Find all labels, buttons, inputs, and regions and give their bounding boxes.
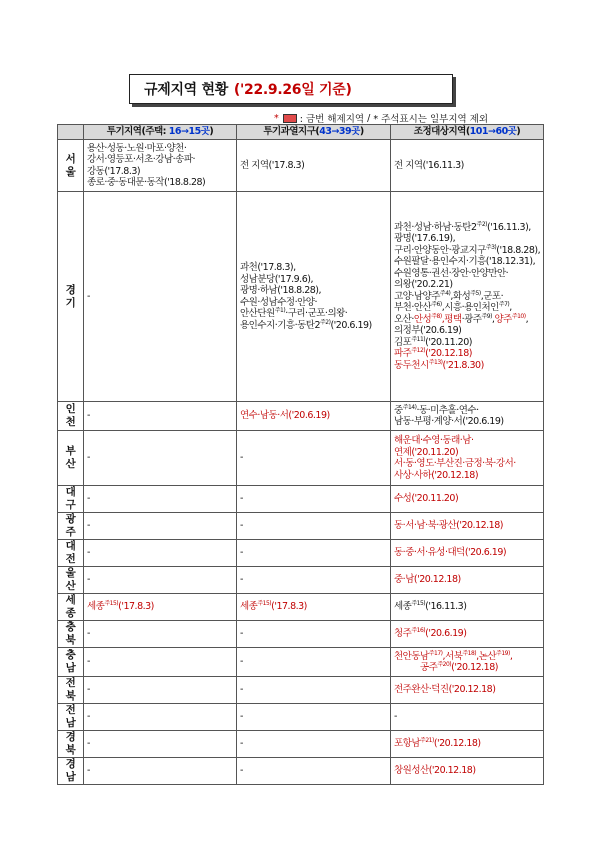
regulation-table (57, 124, 544, 785)
cell-daegu-speculation: - (84, 486, 237, 513)
title-date: ('22.9.26일 기준) (233, 82, 352, 98)
region-gwangju: 광주 (58, 513, 84, 540)
region-gyeonggi: 경기 (58, 192, 84, 402)
legend-red-label: : 금번 해제지역 (299, 114, 365, 125)
cell-seoul-speculation: 용산·성동·노원·마포·양천· 강서·영등포·서초·강남·송파· 강동('17.8.3) 종로·중·동대문·동작('18.8.28) (84, 140, 237, 192)
table-header-row (58, 125, 544, 140)
table-row (58, 431, 544, 486)
cell-ulsan-overheated: - (237, 567, 391, 594)
cell-busan-adjustment: 해운대·수영·동래·남· 연제('20.11.20) 서·동·영도·부산진·금정·북·강서· 사상·사하('20.12.18) (391, 431, 544, 486)
cell-chungbuk-speculation: - (84, 621, 237, 648)
cell-daegu-overheated: - (237, 486, 391, 513)
red-swatch-icon (283, 114, 297, 123)
table-row (58, 540, 544, 567)
cell-gyeongbuk-adjustment: 포항남$^{주21)}$('20.12.18) (391, 731, 544, 758)
region-gyeongnam: 경남 (58, 758, 84, 785)
table-row (58, 402, 544, 431)
table-row (58, 192, 544, 402)
cell-gyeonggi-adjustment: 과천·성남·하남·동탄$2^{주2)}('16.11.3)$, 광명('17.6.19), 구리·안양동안·광교지구$^{주3)}$('18.8.28), 수원팔달·용인수지·기흥('18.12.31), 수원영통·권선·장안·안양만안· 의왕('20.2.21) 고양·남양주$^{주4)}$,화성$^{주5)}$,군포· 부천·안산$^{주6)}$,시흥·용인처인$^{주7)}$, 오산·안성$^{주8)}$,평택·광주$^{주9)}$,양주$^{주10)}$, 의정부('20.6.19) 김포$^{주11)}$('20.11.20) 파주$^{주12)}$('20.12.18) 동두천시$^{주13)}$('21.8.30) (391, 192, 544, 402)
cell-busan-speculation: - (84, 431, 237, 486)
header-corner (58, 125, 84, 140)
cell-jeonbuk-overheated: - (237, 677, 391, 704)
table-row (58, 704, 544, 731)
cell-gwangju-overheated: - (237, 513, 391, 540)
cell-incheon-speculation: - (84, 402, 237, 431)
table-row (58, 621, 544, 648)
cell-jeonnam-overheated: - (237, 704, 391, 731)
cell-sejong-adjustment: 세종$^{주15)}$('16.11.3) (391, 594, 544, 621)
region-jeonnam: 전남 (58, 704, 84, 731)
cell-chungbuk-adjustment: 청주$^{주16)}$('20.6.19) (391, 621, 544, 648)
cell-ulsan-adjustment: 중·남('20.12.18) (391, 567, 544, 594)
cell-gwangju-speculation: - (84, 513, 237, 540)
cell-sejong-speculation: 세종$^{주15)}$('17.8.3) (84, 594, 237, 621)
header-overheated: 투기과열지구(43→39곳) (237, 125, 391, 140)
title-box (129, 74, 453, 104)
table-row (58, 513, 544, 540)
region-incheon: 인천 (58, 402, 84, 431)
cell-daegu-adjustment: 수성('20.11.20) (391, 486, 544, 513)
cell-jeonnam-adjustment: - (391, 704, 544, 731)
legend-separator: / (364, 112, 374, 124)
cell-gyeongnam-overheated: - (237, 758, 391, 785)
header-speculation: 투기지역(주택: 16→15곳) (84, 125, 237, 140)
header-adjustment: 조정대상지역(101→60곳) (391, 125, 544, 140)
cell-gyeongbuk-overheated: - (237, 731, 391, 758)
cell-busan-overheated: - (237, 431, 391, 486)
cell-incheon-adjustment: 중$^{주14)}$·동·미추홀·연수· 남동·부평·계양·서('20.6.19) (391, 402, 544, 431)
legend-star: * (274, 112, 279, 124)
cell-daejeon-adjustment: 동·중·서·유성·대덕('20.6.19) (391, 540, 544, 567)
region-seoul: 서울 (58, 140, 84, 192)
cell-gyeongnam-adjustment: 창원성산('20.12.18) (391, 758, 544, 785)
cell-sejong-overheated: 세종$^{주15)}$('17.8.3) (237, 594, 391, 621)
cell-chungnam-speculation: - (84, 648, 237, 677)
table-row (58, 677, 544, 704)
region-ulsan: 울산 (58, 567, 84, 594)
legend-note: * 주석표시는 일부지역 제외 (373, 114, 489, 125)
region-daejeon: 대전 (58, 540, 84, 567)
table-row (58, 648, 544, 677)
region-daegu: 대구 (58, 486, 84, 513)
region-chungnam: 충남 (58, 648, 84, 677)
table-row (58, 758, 544, 785)
table-row (58, 140, 544, 192)
region-chungbuk: 충북 (58, 621, 84, 648)
table-row (58, 486, 544, 513)
cell-incheon-overheated: 연수·남동·서('20.6.19) (237, 402, 391, 431)
table-row (58, 731, 544, 758)
page-title: 규제지역 현황 (144, 82, 228, 98)
cell-seoul-adjustment: 전 지역('16.11.3) (391, 140, 544, 192)
table-row (58, 567, 544, 594)
cell-ulsan-speculation: - (84, 567, 237, 594)
region-gyeongbuk: 경북 (58, 731, 84, 758)
cell-daejeon-speculation: - (84, 540, 237, 567)
cell-gwangju-adjustment: 동·서·남·북·광산('20.12.18) (391, 513, 544, 540)
cell-gyeonggi-overheated: 과천('17.8.3), 성남분당('17.9.6), 광명·하남('18.8.28), 수원·성남수정·안양· 안산단원$^{주1)}$·구리·군포·의왕· 용인수지·기흥·동탄$2^{주2)}('20.6.19)$ (237, 192, 391, 402)
cell-chungnam-overheated: - (237, 648, 391, 677)
cell-gyeongnam-speculation: - (84, 758, 237, 785)
cell-jeonbuk-adjustment: 전주완산·덕진('20.12.18) (391, 677, 544, 704)
region-busan: 부산 (58, 431, 84, 486)
cell-jeonnam-speculation: - (84, 704, 237, 731)
region-sejong: 세종 (58, 594, 84, 621)
cell-chungnam-adjustment: 천안동남$^{주17)}$,서북$^{주18)}$,논산$^{주19)}$, 공주$^{주20)}$('20.12.18) (391, 648, 544, 677)
cell-gyeonggi-speculation: - (84, 192, 237, 402)
cell-daejeon-overheated: - (237, 540, 391, 567)
region-jeonbuk: 전북 (58, 677, 84, 704)
cell-jeonbuk-speculation: - (84, 677, 237, 704)
legend (274, 111, 488, 125)
table-row (58, 594, 544, 621)
cell-seoul-overheated: 전 지역('17.8.3) (237, 140, 391, 192)
cell-gyeongbuk-speculation: - (84, 731, 237, 758)
cell-chungbuk-overheated: - (237, 621, 391, 648)
